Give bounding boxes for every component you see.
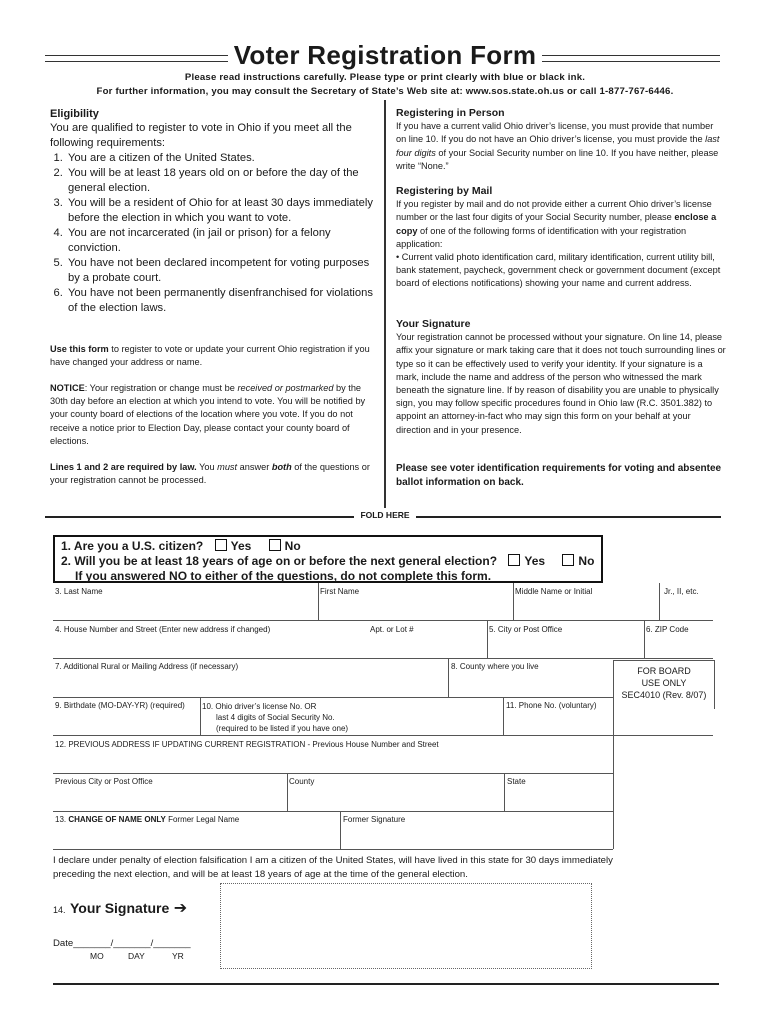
further-info-line: For further information, you may consult the Secretary of State’s Web site at: www.sos.state.oh.us or call 1-877-767-6446. xyxy=(96,86,674,97)
list-item: 3. You will be a resident of Ohio for at least 30 days immediately before the election in which you want to vote. xyxy=(66,196,380,226)
col-divider xyxy=(287,773,288,811)
citizen-no-checkbox[interactable] xyxy=(269,539,281,551)
question-age: 2. Will you be at least 18 years of age on or before the next general election? Yes No xyxy=(61,554,595,568)
question-citizen: 1. Are you a U.S. citizen? Yes No xyxy=(61,539,301,553)
instructions-line: Please read instructions carefully. Please type or print clearly with blue or black ink. xyxy=(184,72,586,83)
board-use-box: FOR BOARD USE ONLY SEC4010 (Rev. 8/07) xyxy=(613,660,715,709)
requirements-list xyxy=(50,151,380,316)
former-signature-field[interactable]: Former Signature xyxy=(343,815,406,824)
row-divider xyxy=(53,620,713,621)
list-item: 6. You have not been permanently disenfranchised for violations of the election laws. xyxy=(66,286,380,316)
by-mail-heading: Registering by Mail xyxy=(396,185,493,197)
use-form-paragraph: Use this form to register to vote or update your current Ohio registration if you have changed your address or name. xyxy=(50,344,370,368)
row-divider xyxy=(53,735,713,736)
former-name-field[interactable]: 13. CHANGE OF NAME ONLY Former Legal Name xyxy=(55,815,240,824)
col-divider xyxy=(503,697,504,735)
fold-label: FOLD HERE xyxy=(0,510,770,520)
previous-county-field[interactable]: County xyxy=(289,777,315,786)
previous-city-field[interactable]: Previous City or Post Office xyxy=(55,777,153,786)
by-mail-section xyxy=(396,185,726,291)
col-divider xyxy=(504,773,505,811)
list-item: 2. You will be at least 18 years old on or before the day of the general election. xyxy=(66,166,380,196)
house-street-field[interactable]: 4. House Number and Street (Enter new address if changed) xyxy=(55,625,271,634)
phone-field[interactable]: 11. Phone No. (voluntary) xyxy=(506,701,597,710)
suffix-field[interactable]: Jr., II, etc. xyxy=(664,587,699,596)
notice-paragraph: NOTICE: Your registration or change must be received or postmarked by the 30th day before an election at which you intend to vote. You will be notified by your county board of elections of the location where you vote. If you do not receive a notice prior to Election Day, please contact your county board of elections. xyxy=(50,383,366,446)
list-item: 4. You are not incarcerated (in jail or prison) for a felony conviction. xyxy=(66,226,380,256)
zip-field[interactable]: 6. ZIP Code xyxy=(646,625,689,634)
signature-box[interactable] xyxy=(220,883,592,969)
in-person-heading: Registering in Person xyxy=(396,107,505,119)
city-field[interactable]: 5. City or Post Office xyxy=(489,625,563,634)
col-divider xyxy=(448,658,449,697)
declaration-text: I declare under penalty of election falsification I am a citizen of the United States, will have lived in this state for 30 days immediately preceding the next election, and will be at least 18 years of age at the time of the general election. xyxy=(53,855,613,880)
by-mail-text: If you register by mail and do not provide either a current Ohio driver’s license number or the last four digits of your Social Security number, please enclose a copy of one of the following forms of identification with your registration application: xyxy=(396,199,717,249)
signature-label: 14. Your Signature ➔ xyxy=(53,900,188,917)
in-person-section xyxy=(396,107,726,173)
middle-name-field[interactable]: Middle Name or Initial xyxy=(515,587,593,596)
signature-text: Your registration cannot be processed without your signature. On line 14, please affix your signature or mark taking care that it does not touch surrounding lines or type so it can be effectively used to verify your identity. If your signature is a mark, include the name and address of the person who witnessed the mark beneath the signature line. If by reason of disability you are unable to physically sign, you may follow specific procedures found in Ohio law (R.C. 3501.382) to appoint an attorney-in-fact who may sign this form on your behalf at your direction and in your presence. xyxy=(396,332,726,435)
col-divider xyxy=(613,697,614,849)
col-divider xyxy=(487,620,488,658)
date-yr-label: YR xyxy=(172,951,184,961)
col-divider xyxy=(200,697,201,735)
eligibility-heading: Eligibility xyxy=(50,108,99,120)
list-item: 5. You have not been declared incompetent for voting purposes by a probate court. xyxy=(66,256,380,286)
date-day-label: DAY xyxy=(128,951,145,961)
form-title: Voter Registration Form xyxy=(0,40,770,71)
row-divider xyxy=(53,773,613,774)
previous-address-field[interactable]: 12. PREVIOUS ADDRESS IF UPDATING CURRENT REGISTRATION - Previous House Number and Street xyxy=(55,740,439,749)
row-divider xyxy=(53,658,713,659)
date-mo-label: MO xyxy=(90,951,104,961)
signature-section xyxy=(396,318,726,437)
age-no-checkbox[interactable] xyxy=(562,554,574,566)
citizenship-questions-box xyxy=(53,535,603,583)
row-divider xyxy=(53,849,613,850)
list-item: 1. You are a citizen of the United States. xyxy=(66,151,380,166)
questions-note: If you answered NO to either of the questions, do not complete this form. xyxy=(75,569,492,583)
col-divider xyxy=(513,583,514,620)
col-divider xyxy=(318,583,319,620)
eligibility-section xyxy=(50,108,380,316)
see-back-note: Please see voter identification requirements for voting and absentee ballot information on back. xyxy=(396,463,722,488)
arrow-right-icon: ➔ xyxy=(173,900,188,917)
previous-state-field[interactable]: State xyxy=(507,777,526,786)
col-divider xyxy=(340,811,341,849)
age-yes-checkbox[interactable] xyxy=(508,554,520,566)
date-field[interactable]: Date_______/_______/_______ xyxy=(53,938,191,949)
first-name-field[interactable]: First Name xyxy=(320,587,360,596)
bottom-rule xyxy=(53,983,719,985)
birthdate-field[interactable]: 9. Birthdate (MO-DAY-YR) (required) xyxy=(55,701,185,710)
by-mail-bullet: • Current valid photo identification card, military identification, current utility bill, bank statement, paycheck, government check or government document (except board of elections notifications) showing your name and current address. xyxy=(396,252,721,289)
lines-required-paragraph: Lines 1 and 2 are required by law. You must answer both of the questions or your registration cannot be processed. xyxy=(50,462,370,486)
in-person-text: If you have a current valid Ohio driver’s license, you must provide that number on line 10. If you do not have an Ohio driver’s license, you must provide the last four digits of your Social Security number on line 10. If you have neither, please write “None.” xyxy=(396,121,720,171)
citizen-yes-checkbox[interactable] xyxy=(215,539,227,551)
col-divider xyxy=(659,583,660,620)
signature-heading: Your Signature xyxy=(396,318,471,330)
col-divider xyxy=(644,620,645,658)
row-divider xyxy=(53,697,613,698)
county-field[interactable]: 8. County where you live xyxy=(451,662,539,671)
row-divider xyxy=(53,811,613,812)
additional-address-field[interactable]: 7. Additional Rural or Mailing Address (if necessary) xyxy=(55,662,239,671)
apt-field[interactable]: Apt. or Lot # xyxy=(370,625,414,634)
column-divider xyxy=(384,100,386,508)
last-name-field[interactable]: 3. Last Name xyxy=(55,587,103,596)
license-field[interactable]: 10. Ohio driver’s license No. OR last 4 digits of Social Security No. (required to be listed if you have one) xyxy=(202,702,349,733)
eligibility-intro: You are qualified to register to vote in Ohio if you meet all the following requirements: xyxy=(50,122,352,149)
